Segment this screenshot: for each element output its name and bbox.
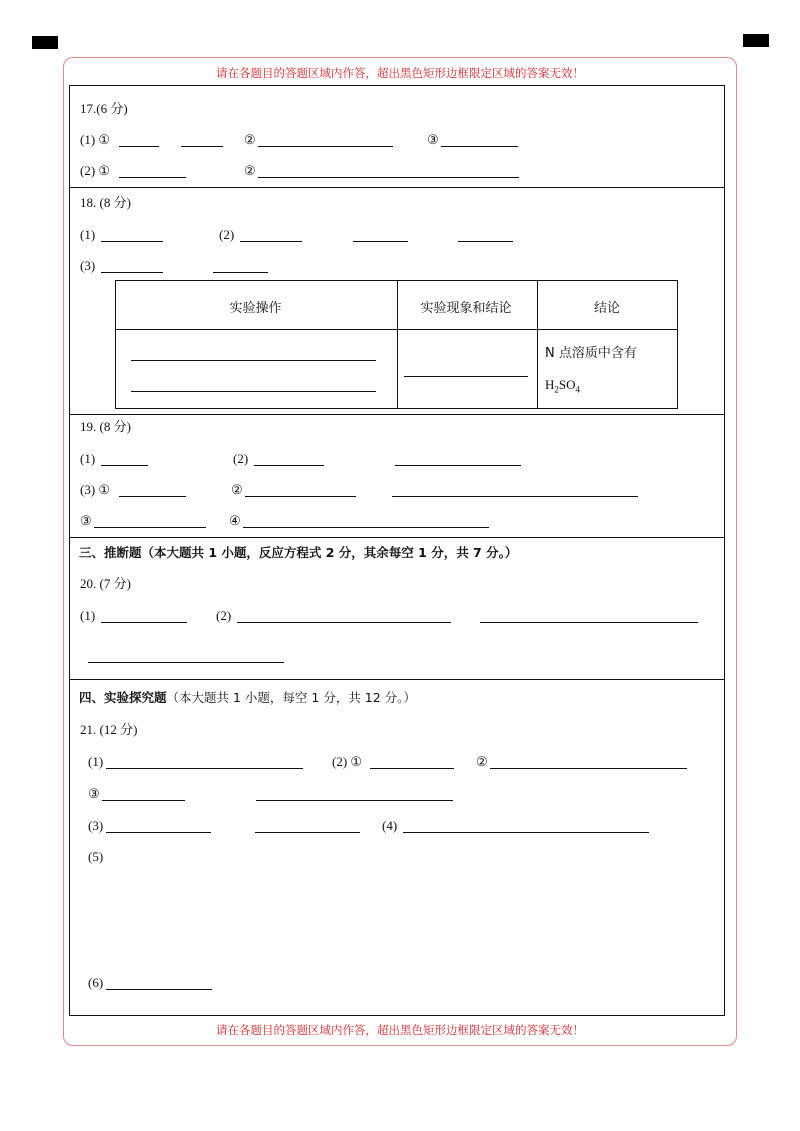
q21-part1-label: (1) (88, 754, 104, 769)
q18-blank-3[interactable] (353, 241, 408, 242)
q21-blank-5[interactable] (256, 800, 453, 801)
q20-blank-2[interactable] (237, 622, 451, 623)
q21-blank-7[interactable] (255, 832, 360, 833)
q17-circle-4: ② (244, 163, 256, 178)
q17-blank-3[interactable] (258, 146, 393, 147)
q18-blank-6[interactable] (213, 272, 268, 273)
divider-18-19 (69, 414, 725, 415)
divider-17-18 (69, 187, 725, 188)
q21-circle-3: ③ (88, 786, 100, 801)
table-phenomenon-blank[interactable] (404, 376, 528, 377)
q19-part2-label: (2) (233, 451, 249, 466)
q18-part1-label: (1) (80, 227, 96, 242)
table-header-conclusion: 结论 (593, 301, 620, 316)
q21-blank-4[interactable] (102, 800, 185, 801)
section-4-heading: 四、实验探究题（本大题共 1 小题，每空 1 分，共 12 分。） (79, 690, 416, 705)
table-operation-blank-1[interactable] (131, 360, 376, 361)
divider-19-20 (69, 537, 725, 538)
q19-blank-2[interactable] (254, 465, 324, 466)
q21-part4-label: (4) (382, 818, 398, 833)
q21-blank-6[interactable] (106, 832, 211, 833)
table-operation-blank-2[interactable] (131, 391, 376, 392)
q18-part2-label: (2) (219, 227, 235, 242)
q17-blank-4[interactable] (441, 146, 518, 147)
q21-part3-label: (3) (88, 818, 104, 833)
q19-part3-label: (3) ① (80, 482, 111, 497)
registration-mark-right (743, 34, 769, 47)
q20-blank-4[interactable] (88, 662, 284, 663)
q18-blank-1[interactable] (101, 241, 163, 242)
q19-blank-8[interactable] (243, 527, 489, 528)
q18-blank-4[interactable] (458, 241, 513, 242)
registration-mark-left (32, 36, 58, 49)
table-header-operation: 实验操作 (229, 301, 282, 316)
q17-circle-2: ② (244, 132, 256, 147)
q18-part3-label: (3) (80, 258, 96, 273)
q17-blank-6[interactable] (258, 177, 519, 178)
q17-part1-label: (1) ① (80, 132, 111, 147)
q20-blank-1[interactable] (101, 622, 187, 623)
warning-bottom: 请在各题目的答题区域内作答，超出黑色矩形边框限定区域的答案无效！ (216, 1023, 584, 1037)
q19-blank-7[interactable] (94, 527, 206, 528)
q17-blank-2[interactable] (181, 146, 223, 147)
divider-20-21 (69, 679, 725, 680)
q19-blank-1[interactable] (101, 465, 148, 466)
q19-title: 19. (8 分) (80, 419, 131, 434)
q21-circle-2: ② (476, 754, 488, 769)
q19-blank-5[interactable] (245, 496, 356, 497)
q20-part1-label: (1) (80, 608, 96, 623)
q21-part2-label: (2) ① (332, 754, 363, 769)
q20-title: 20. (7 分) (80, 576, 131, 591)
q19-part1-label: (1) (80, 451, 96, 466)
table-header-phenomenon: 实验现象和结论 (420, 301, 512, 316)
table-conclusion-formula: $H_2SO_4$ (545, 377, 581, 395)
q19-blank-3[interactable] (395, 465, 521, 466)
q21-blank-8[interactable] (403, 832, 649, 833)
q20-blank-3[interactable] (480, 622, 698, 623)
q20-part2-label: (2) (216, 608, 232, 623)
q21-title: 21. (12 分) (80, 722, 138, 737)
q17-title: 17.(6 分) (80, 101, 128, 116)
q21-blank-1[interactable] (106, 768, 303, 769)
q21-blank-3[interactable] (490, 768, 687, 769)
q17-part2-label: (2) ① (80, 163, 111, 178)
q21-blank-2[interactable] (370, 768, 454, 769)
q18-title: 18. (8 分) (80, 195, 131, 210)
q17-blank-1[interactable] (119, 146, 159, 147)
q18-blank-2[interactable] (240, 241, 302, 242)
q21-part6-label: (6) (88, 975, 104, 990)
q19-blank-6[interactable] (392, 496, 638, 497)
warning-top: 请在各题目的答题区域内作答，超出黑色矩形边框限定区域的答案无效！ (216, 66, 584, 80)
q21-blank-9[interactable] (106, 989, 212, 990)
q19-circle-2: ② (231, 482, 243, 497)
section-3-heading: 三、推断题（本大题共 1 小题，反应方程式 2 分，其余每空 1 分，共 7 分。） (79, 545, 518, 560)
table-conclusion-text: N 点溶质中含有 (545, 346, 637, 361)
q19-circle-4: ④ (229, 513, 241, 528)
q19-blank-4[interactable] (119, 496, 186, 497)
q17-circle-3: ③ (427, 132, 439, 147)
q19-circle-3: ③ (80, 513, 92, 528)
q18-blank-5[interactable] (101, 272, 163, 273)
q17-blank-5[interactable] (119, 177, 186, 178)
q21-part5-label: (5) (88, 849, 104, 864)
